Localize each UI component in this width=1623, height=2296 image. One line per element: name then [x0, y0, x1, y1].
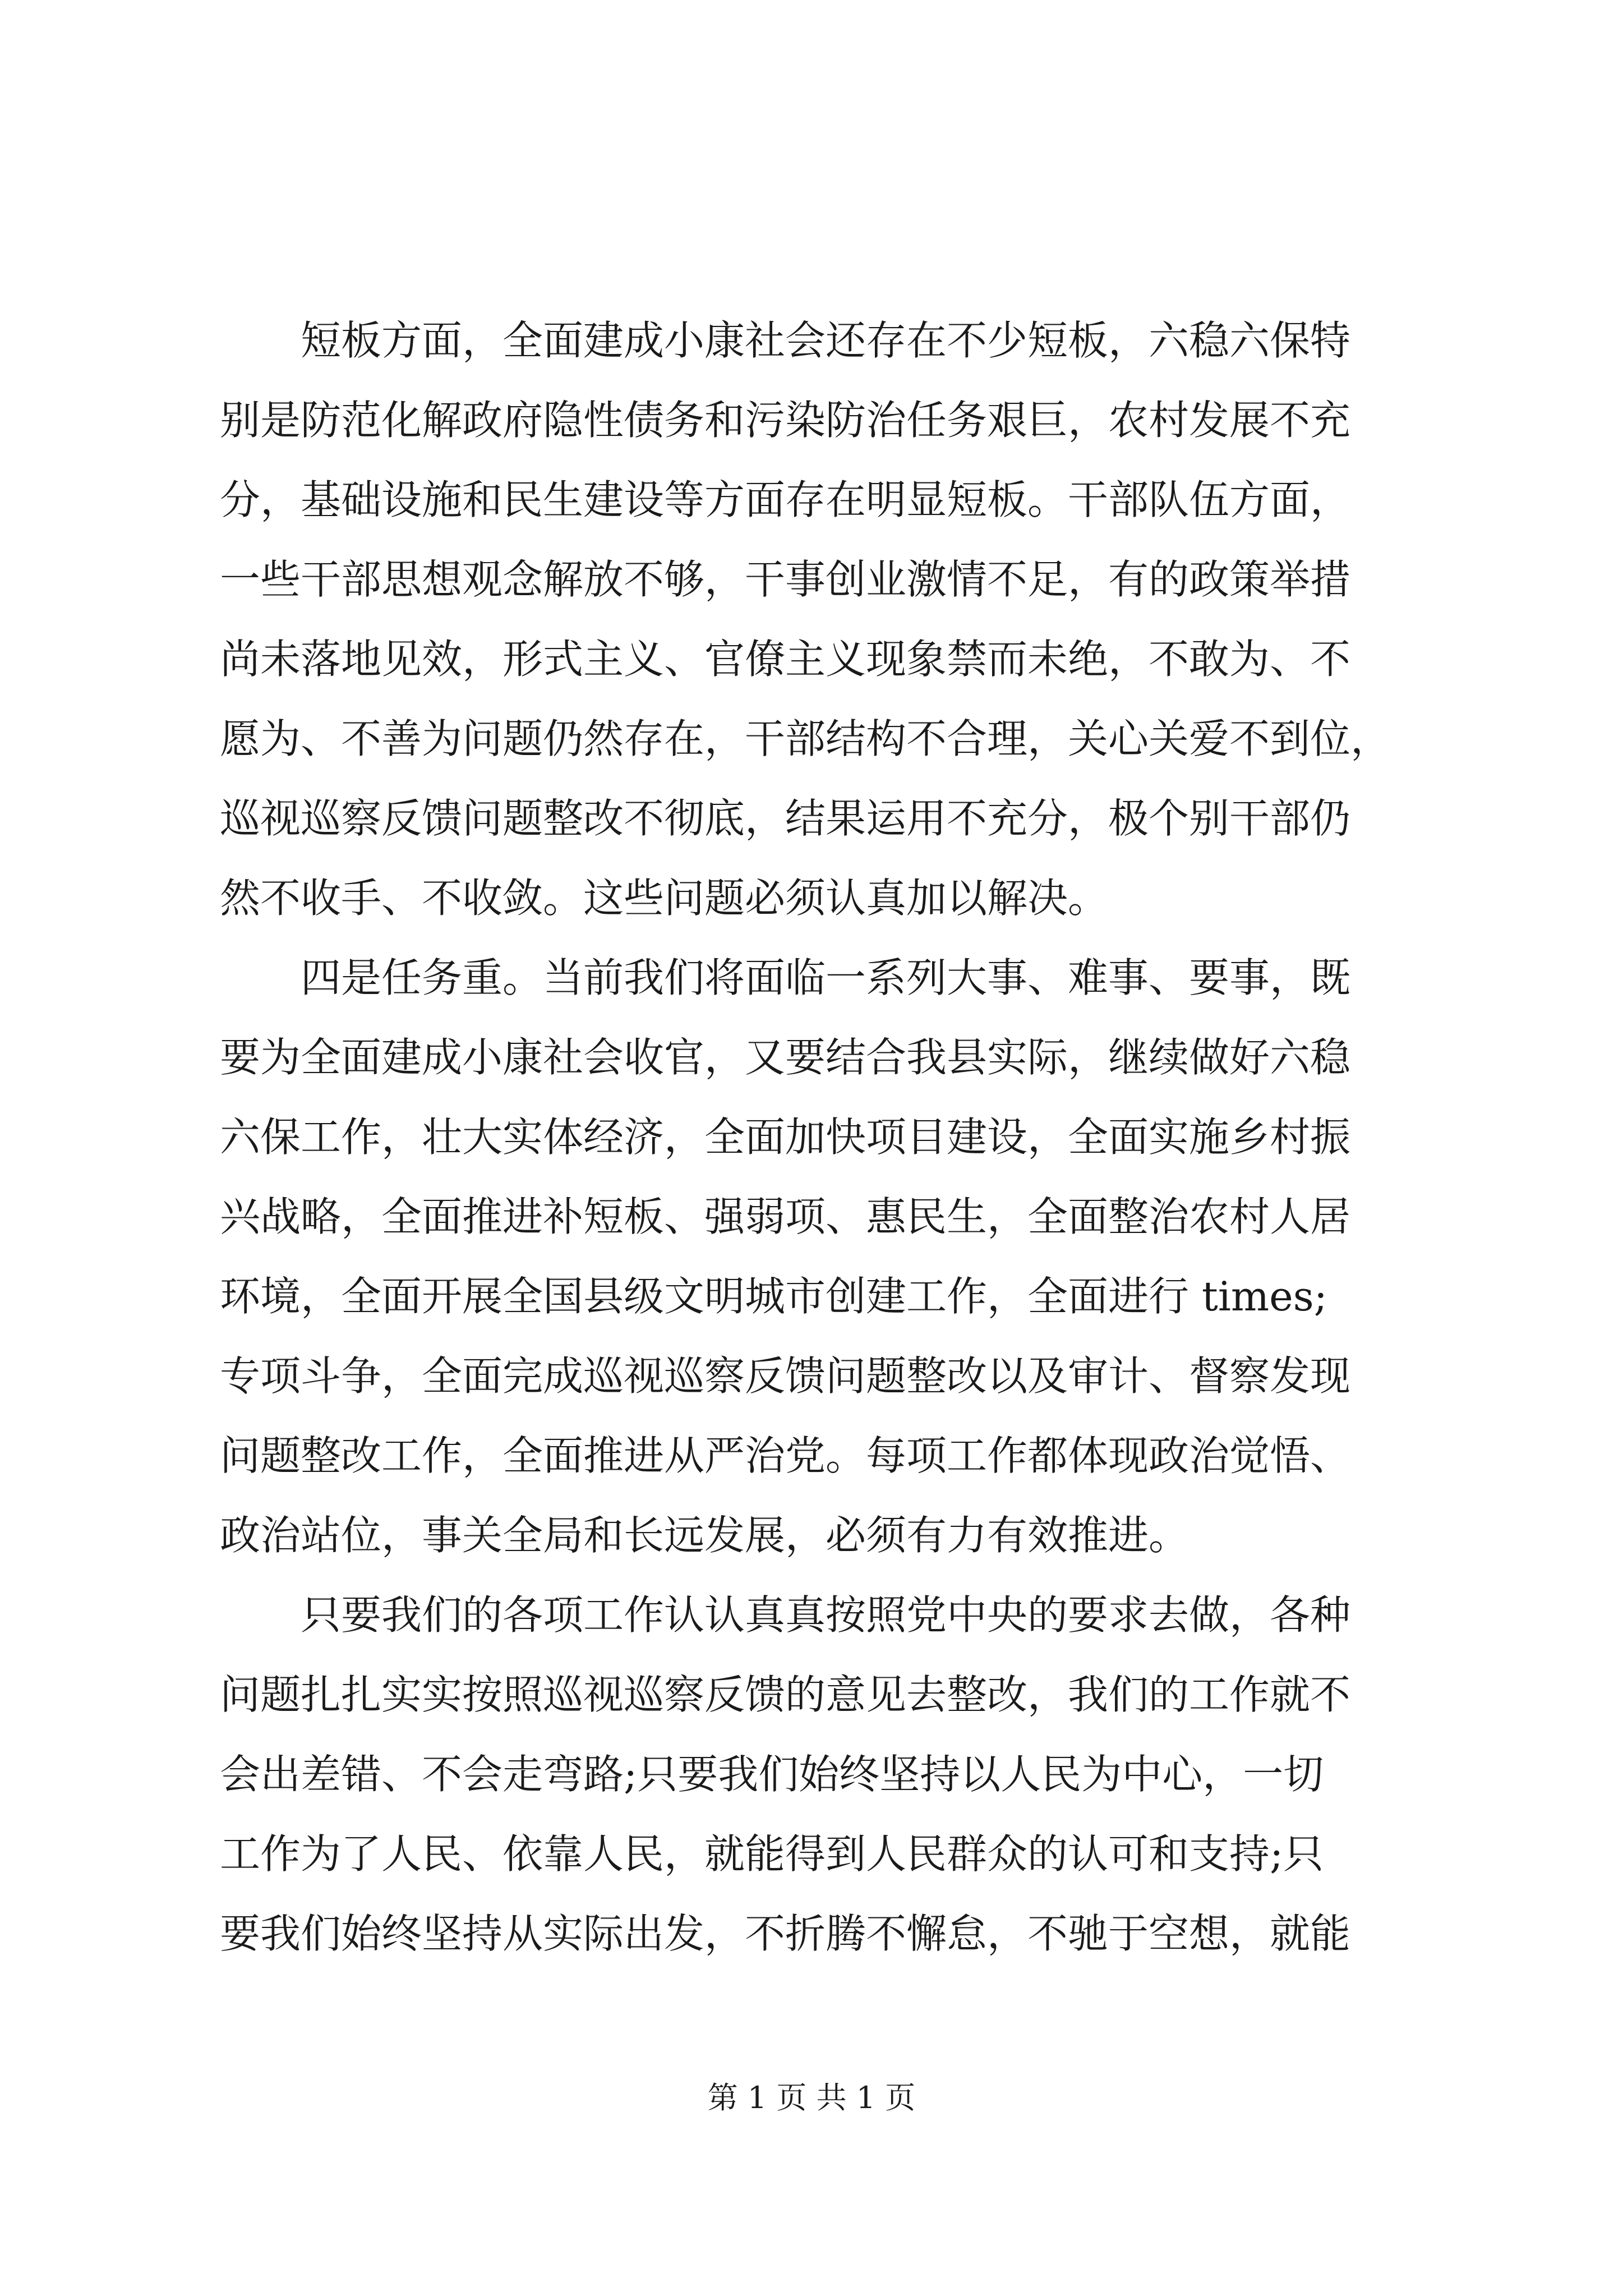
text-line: 分，基础设施和民生建设等方面存在明显短板。干部队伍方面， — [220, 476, 1351, 523]
text-line: 工作为了人民、依靠人民，就能得到人民群众的认可和支持;只 — [220, 1830, 1324, 1878]
text-line: 然不收手、不收敛。这些问题必须认真加以解决。 — [220, 875, 1109, 922]
text-line: 专项斗争，全面完成巡视巡察反馈问题整改以及审计、督察发现 — [220, 1352, 1351, 1400]
text-line: 兴战略，全面推进补短板、强弱项、惠民生，全面整治农村人居 — [220, 1193, 1351, 1240]
page-number-label: 第 1 页 共 1 页 — [707, 2080, 916, 2115]
text-line: 问题整改工作，全面推进从严治党。每项工作都体现政治觉悟、 — [220, 1432, 1351, 1479]
text-line: 四是任务重。当前我们将面临一系列大事、难事、要事，既 — [220, 954, 1351, 1001]
text-line: 政治站位，事关全局和长远发展，必须有力有效推进。 — [220, 1512, 1189, 1559]
text-line: 要我们始终坚持从实际出发，不折腾不懈怠，不驰于空想，就能 — [220, 1910, 1351, 1957]
text-line: 只要我们的各项工作认认真真按照党中央的要求去做，各种 — [220, 1591, 1351, 1639]
text-line: 问题扎扎实实按照巡视巡察反馈的意见去整改，我们的工作就不 — [220, 1671, 1351, 1718]
document-body — [220, 301, 1426, 1973]
text-line: 六保工作，壮大实体经济，全面加快项目建设，全面实施乡村振 — [220, 1114, 1351, 1161]
text-line: 环境，全面开展全国县级文明城市创建工作，全面进行 times; — [220, 1273, 1327, 1320]
text-line: 愿为、不善为问题仍然存在，干部结构不合理，关心关爱不到位， — [220, 715, 1391, 762]
text-line: 短板方面，全面建成小康社会还存在不少短板，六稳六保特 — [220, 317, 1351, 364]
text-line: 会出差错、不会走弯路;只要我们始终坚持以人民为中心，一切 — [220, 1751, 1324, 1798]
text-line: 巡视巡察反馈问题整改不彻底，结果运用不充分，极个别干部仍 — [220, 795, 1351, 842]
text-line: 尚未落地见效，形式主义、官僚主义现象禁而未绝，不敢为、不 — [220, 636, 1351, 683]
page-footer — [0, 2076, 1623, 2120]
text-line: 别是防范化解政府隐性债务和污染防治任务艰巨，农村发展不充 — [220, 397, 1351, 444]
text-line: 要为全面建成小康社会收官，又要结合我县实际，继续做好六稳 — [220, 1034, 1351, 1081]
text-line: 一些干部思想观念解放不够，干事创业激情不足，有的政策举措 — [220, 556, 1351, 603]
